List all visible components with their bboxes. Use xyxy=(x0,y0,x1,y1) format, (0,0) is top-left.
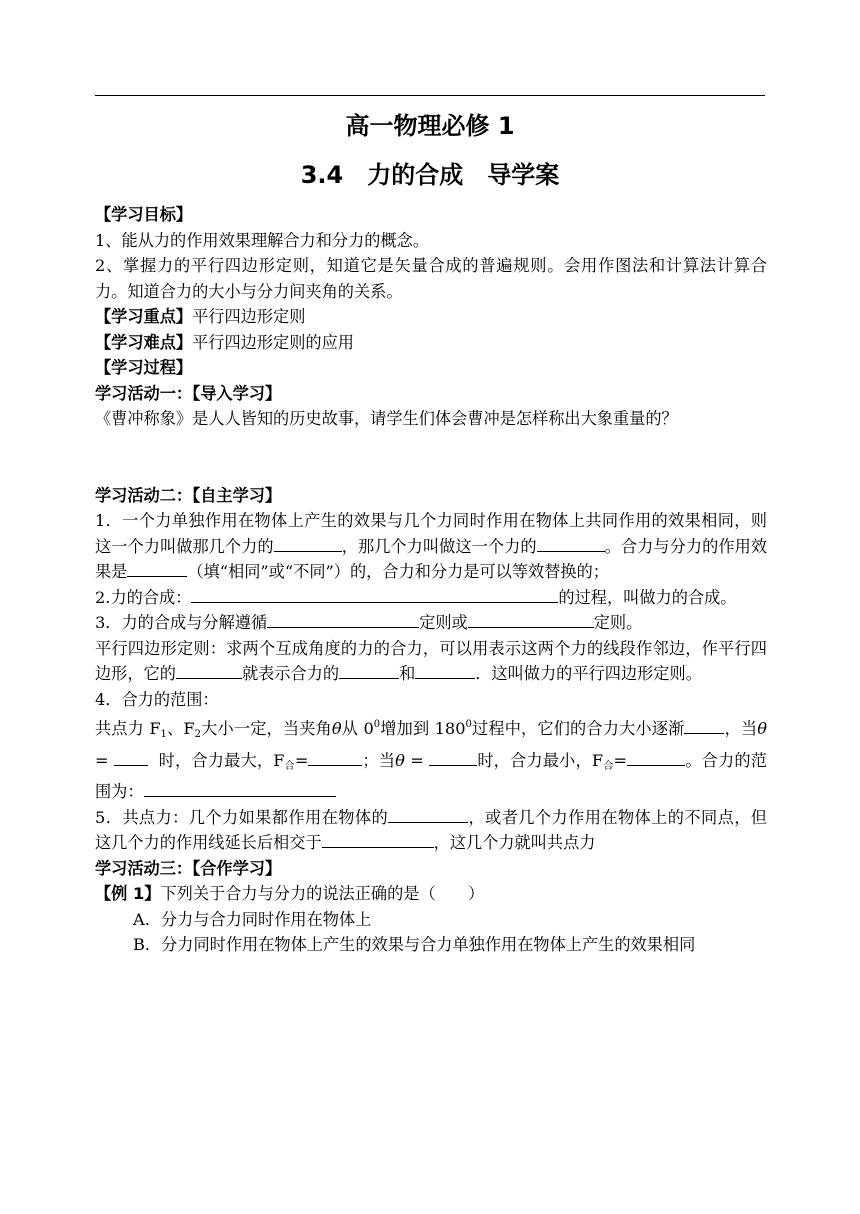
question-3-text: 定则或 xyxy=(419,613,468,632)
q4-text: 时，合力最大，F xyxy=(158,750,285,770)
activity-1-text: 《曹冲称象》是人人皆知的历史故事，请学生们体会曹冲是怎样称出大象重量的？ xyxy=(95,409,678,428)
document-title: 高一物理必修 1 xyxy=(345,112,515,140)
question-5 xyxy=(95,805,767,856)
question-1-text: （填“相同”或“不同”）的，合力和分力是可以等效替换的； xyxy=(187,562,609,581)
blank-rule-1[interactable] xyxy=(267,611,419,628)
blank-rule-2[interactable] xyxy=(468,611,594,628)
goal-2: 2、掌握力的平行四边形定则，知道它是矢量合成的普遍规则。会用作图法和计算法计算合力。知道合力的大小与分力间夹角的关系。 xyxy=(95,256,767,301)
q4-text: ；当 xyxy=(362,750,396,770)
activity-1-heading: 学习活动一：【导入学习】 xyxy=(95,383,282,403)
question-2 xyxy=(95,585,767,611)
degree-mark: 0 xyxy=(373,719,381,730)
equals-sign: = xyxy=(95,750,114,770)
equals-sign: = xyxy=(613,750,628,770)
q4-text: 增加到 180 xyxy=(380,719,466,738)
difficulty-heading: 【学习难点】 xyxy=(95,332,193,352)
activity-2-heading: 学习活动二：【自主学习】 xyxy=(95,485,282,505)
blank-f-max[interactable] xyxy=(308,749,362,766)
blank-components[interactable] xyxy=(537,535,605,552)
theta-symbol: θ xyxy=(395,750,405,770)
parallelogram-text: 就表示合力的 xyxy=(241,664,340,683)
key-heading: 【学习重点】 xyxy=(95,307,193,326)
question-3-text: 3．力的合成与分解遵循 xyxy=(95,613,268,632)
blank-magnitude[interactable] xyxy=(339,662,399,679)
answer-space xyxy=(95,432,767,483)
blank-intersection[interactable] xyxy=(322,831,434,848)
subscript-2: 2 xyxy=(194,729,202,740)
question-4 xyxy=(95,712,767,805)
goal-1: 1、能从力的作用效果理解合力和分力的概念。 xyxy=(95,230,430,250)
equals-sign: = xyxy=(294,750,309,770)
q4-text: 、F xyxy=(166,719,195,738)
blank-same-point[interactable] xyxy=(388,806,468,823)
blank-angle-min[interactable] xyxy=(429,749,477,766)
question-5-text: ，或者几个力作用在物体上的不同点，但这几个力的作用线延长后相交于 xyxy=(95,807,767,852)
q4-text: 从 0 xyxy=(341,719,374,738)
blank-f-min[interactable] xyxy=(627,749,685,766)
question-5-text: 5．共点力：几个力如果都作用在物体的 xyxy=(95,807,389,827)
question-3-text: 定则。 xyxy=(593,613,643,632)
parallelogram-rule xyxy=(95,636,767,687)
example-1 xyxy=(95,881,767,907)
parallelogram-text: 平行四边形定则：求两个互成角度的力的合力，可以用表示这两个力的线段作邻边，作平行四边形，它的 xyxy=(95,638,767,683)
lesson-title: 3.4 力的合成 导学案 xyxy=(300,161,560,189)
theta-symbol: θ xyxy=(331,719,342,738)
question-2-text: 的过程，叫做力的合成。 xyxy=(558,587,737,607)
q4-text: 大小一定，当夹角 xyxy=(201,719,332,738)
example-1-label: 【例 1】 xyxy=(95,884,161,903)
degree-mark: 0 xyxy=(465,719,472,730)
question-2-text: 2.力的合成： xyxy=(95,587,192,607)
question-1-text: 。合力与分力的作用效果是 xyxy=(95,536,768,581)
activity-3-heading: 学习活动三：【合作学习】 xyxy=(95,858,282,878)
question-4-heading: 4．合力的范围： xyxy=(95,689,219,709)
blank-range[interactable] xyxy=(144,780,336,797)
parallelogram-text: 和 xyxy=(399,664,416,683)
option-b: B．分力同时作用在物体上产生的效果与合力单独作用在物体上产生的效果相同 xyxy=(133,935,696,954)
blank-direction[interactable] xyxy=(415,662,475,679)
q4-text: 时，合力最小，F xyxy=(477,750,604,770)
blank-trend[interactable] xyxy=(684,717,724,734)
subscript-1: 1 xyxy=(160,729,167,740)
blank-resultant[interactable] xyxy=(274,535,342,552)
document-body xyxy=(95,202,767,958)
question-1-text: ，那几个力叫做这一个力的 xyxy=(341,536,537,556)
question-3 xyxy=(95,610,767,636)
example-1-text: 下列关于合力与分力的说法正确的是（ ） xyxy=(160,884,485,903)
q4-text: 。合力的范围为： xyxy=(95,750,767,801)
option-a: A．分力与合力同时作用在物体上 xyxy=(133,909,372,929)
theta-symbol: θ xyxy=(757,719,768,738)
q4-text: 共点力 F xyxy=(95,719,161,738)
blank-same-different[interactable] xyxy=(127,560,187,577)
equals-sign: = xyxy=(404,750,430,770)
q4-text: ，当 xyxy=(724,719,758,738)
question-1-text: 1．一个力单独作用在物体上产生的效果与几个力同时作用在物体上共同作用的效果相同，则这一个力叫做那几个力的 xyxy=(95,511,767,556)
difficulty-text: 平行四边形定则的应用 xyxy=(192,332,354,352)
subscript-he: 合 xyxy=(603,760,614,772)
blank-diagonal[interactable] xyxy=(176,662,242,679)
key-point xyxy=(95,304,767,330)
parallelogram-text: ．这叫做力的平行四边形定则。 xyxy=(475,664,702,683)
goals-heading: 【学习目标】 xyxy=(95,205,193,224)
difficult-point xyxy=(95,330,767,356)
q4-text: 过程中，它们的合力大小逐渐 xyxy=(471,719,685,738)
blank-angle-max[interactable] xyxy=(114,749,148,766)
subscript-he: 合 xyxy=(284,760,295,772)
question-5-text: ，这几个力就叫共点力 xyxy=(433,833,596,852)
header-rule xyxy=(95,95,765,96)
key-text: 平行四边形定则 xyxy=(192,307,306,326)
question-1 xyxy=(95,508,767,585)
process-heading: 【学习过程】 xyxy=(95,358,193,377)
blank-composition[interactable] xyxy=(191,586,558,603)
